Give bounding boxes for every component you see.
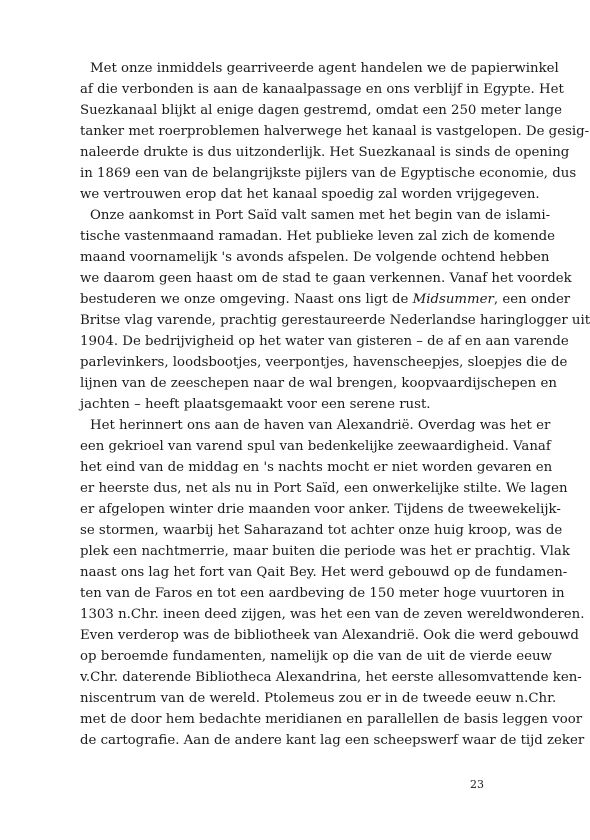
text-line: se stormen, waarbij het Saharazand tot achter onze huig kroop, was de	[80, 523, 563, 538]
text-line: lijnen van de zeeschepen naar de wal brengen, koopvaardijschepen en	[80, 376, 557, 391]
text-line: er heerste dus, net als nu in Port Saïd, een onwerkelijke stilte. We lagen	[80, 481, 568, 496]
text-line: parlevinkers, loodsbootjes, veerpontjes, havenscheepjes, sloepjes die de	[80, 355, 568, 370]
text-line: naast ons lag het fort van Qait Bey. Het werd gebouwd op de fundamen-	[80, 565, 568, 580]
text-line: bestuderen we onze omgeving. Naast ons ligt de Midsummer, een onder	[80, 292, 571, 307]
text-line: naleerde drukte is dus uitzonderlijk. Het Suezkanaal is sinds de opening	[80, 145, 570, 160]
text-line: de cartografie. Aan de andere kant lag een scheepswerf waar de tijd zeker	[80, 733, 585, 748]
text-line: Suezkanaal blijkt al enige dagen gestremd, omdat een 250 meter lange	[80, 103, 563, 118]
text-line: we daarom geen haast om de stad te gaan verkennen. Vanaf het voordek	[80, 271, 572, 286]
text-line: af die verbonden is aan de kanaalpassage en ons verblijf in Egypte. Het	[80, 82, 564, 97]
text-line: het eind van de middag en 's nachts mocht er niet worden gevaren en	[80, 460, 553, 475]
body-text	[80, 58, 590, 751]
text-line: er afgelopen winter drie maanden voor anker. Tijdens de tweewekelijk-	[80, 502, 561, 517]
page-number: 23	[470, 778, 484, 791]
text-line: Met onze inmiddels gearriveerde agent handelen we de papierwinkel	[90, 61, 559, 76]
text-line: Onze aankomst in Port Saïd valt samen met het begin van de islami-	[90, 208, 551, 223]
text-line: met de door hem bedachte meridianen en parallellen de basis leggen voor	[80, 712, 583, 727]
ship-name: Midsummer	[412, 292, 494, 307]
text-line: Het herinnert ons aan de haven van Alexandrië. Overdag was het er	[90, 418, 551, 433]
text-line: Even verderop was de bibliotheek van Alexandrië. Ook die werd gebouwd	[80, 628, 579, 643]
text-line: tische vastenmaand ramadan. Het publieke leven zal zich de komende	[80, 229, 556, 244]
text-line: Britse vlag varende, prachtig gerestaureerde Nederlandse haringlogger uit	[80, 313, 590, 328]
text-line: niscentrum van de wereld. Ptolemeus zou er in de tweede eeuw n.Chr.	[80, 691, 557, 706]
text-line: ten van de Faros en tot een aardbeving de 150 meter hoge vuurtoren in	[80, 586, 565, 601]
text-line: tanker met roerproblemen halverwege het kanaal is vastgelopen. De gesig-	[80, 124, 590, 139]
text-line: we vertrouwen erop dat het kanaal spoedig zal worden vrijgegeven.	[80, 187, 540, 202]
text-line: 1303 n.Chr. ineen deed zijgen, was het een van de zeven wereldwonderen.	[80, 607, 585, 622]
text-line: in 1869 een van de belangrijkste pijlers van de Egyptische economie, dus	[80, 166, 577, 181]
text-line: een gekrioel van varend spul van bedenkelijke zeewaardigheid. Vanaf	[80, 439, 551, 454]
text-line: jachten – heeft plaatsgemaakt voor een serene rust.	[80, 397, 431, 412]
text-line: maand voornamelijk 's avonds afspelen. De volgende ochtend hebben	[80, 250, 550, 265]
text-line: op beroemde fundamenten, namelijk op die van de uit de vierde eeuw	[80, 649, 552, 664]
text-line: v.Chr. daterende Bibliotheca Alexandrina, het eerste allesomvattende ken-	[80, 670, 582, 685]
text-line: plek een nachtmerrie, maar buiten die periode was het er prachtig. Vlak	[80, 544, 570, 559]
text-line: 1904. De bedrijvigheid op het water van gisteren – de af en aan varende	[80, 334, 569, 349]
